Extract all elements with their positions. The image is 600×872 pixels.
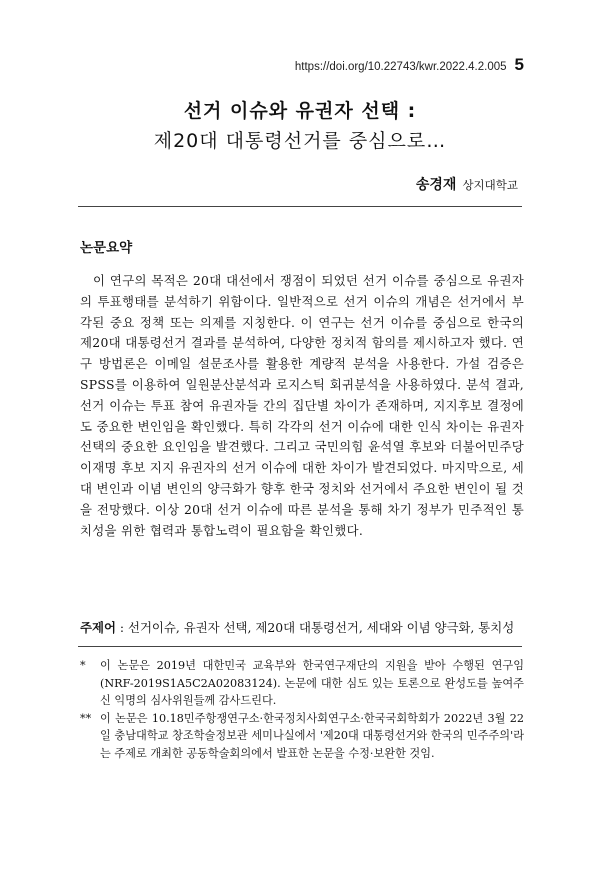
footnote-text: 이 논문은 10.18민주항쟁연구소·한국정치사회연구소·한국국회학회가 2022년 3월 22일 충남대학교 창조학술정보관 세미나실에서 '제20대 대통령선거와 한국의 민주주의'라는 주제로 개최한 공동학술회의에서 발표한 논문을 수정·보완한 것임. [100,711,524,760]
abstract-body: 이 연구의 목적은 20대 대선에서 쟁점이 되었던 선거 이슈를 중심으로 유권자의 투표행태를 분석하기 위함이다. 일반적으로 선거 이슈의 개념은 선거에서 부각된 중요 정책 또는 의제를 지칭한다. 이 연구는 선거 이슈를 중심으로 한국의 제20대 대통령선거 결과를 분석하여, 다양한 정치적 함의를 제시하고자 했다. 연구 방법론은 이메일 설문조사를 활용한 계량적 분석을 사용한다. 가설 검증은 SPSS를 이용하여 일원분산분석과 로지스틱 회귀분석을 사용하였다. 분석 결과, 선거 이슈는 투표 참여 유권자들 간의 집단별 차이가 존재하며, 지지후보 결정에도 중요한 변인임을 확인했다. 특히 각각의 선거 이슈에 대한 인식 차이는 유권자 선택의 중요한 요인임을 발견했다. 그리고 국민의힘 윤석열 후보와 더불어민주당 이재명 후보 지지 유권자의 선거 이슈에 대한 차이가 발견되었다. 마지막으로, 세대 변인과 이념 변인의 양극화가 향후 한국 정치와 선거에서 주요한 변인이 될 것을 전망했다. 이상 20대 선거 이슈에 따른 분석을 통해 차기 정부가 민주적인 통치성을 위한 협력과 통합노력이 필요함을 확인했다. [80,273,524,538]
divider-footnotes [78,646,522,647]
divider-top [78,206,522,207]
author-block [416,174,518,194]
footnote-text: 이 논문은 2019년 대한민국 교육부와 한국연구재단의 지원을 받아 수행된 연구임 (NRF-2019S1A5C2A02083124). 논문에 대한 심도 있는 토론으로 완성도를 높여주신 익명의 심사위원들께 감사드린다. [100,659,524,707]
footnote-mark: ** [80,711,92,725]
paper-subtitle: 제20대 대통령선거를 중심으로… [153,130,447,152]
author-name: 송경재 [415,177,457,193]
author-affiliation: 상지대학교 [462,178,518,192]
page-number: 5 [514,55,524,74]
doi-link[interactable]: https://doi.org/10.22743/kwr.2022.4.2.005 [294,61,507,73]
footnote [80,710,524,763]
page-header [295,55,524,77]
keywords-label: 주제어 [80,620,116,635]
paper-title: 선거 이슈와 유권자 선택 : [183,100,417,122]
keywords-list: 선거이슈, 유권자 선택, 제20대 대통령선거, 세대와 이념 양극화, 통치성 [127,620,515,635]
keywords-line [80,618,530,636]
abstract-heading: 논문요약 [80,240,133,256]
footnotes [80,657,524,762]
footnote [80,657,524,710]
footnote-mark: * [80,659,86,672]
keywords-separator: : [115,620,128,635]
